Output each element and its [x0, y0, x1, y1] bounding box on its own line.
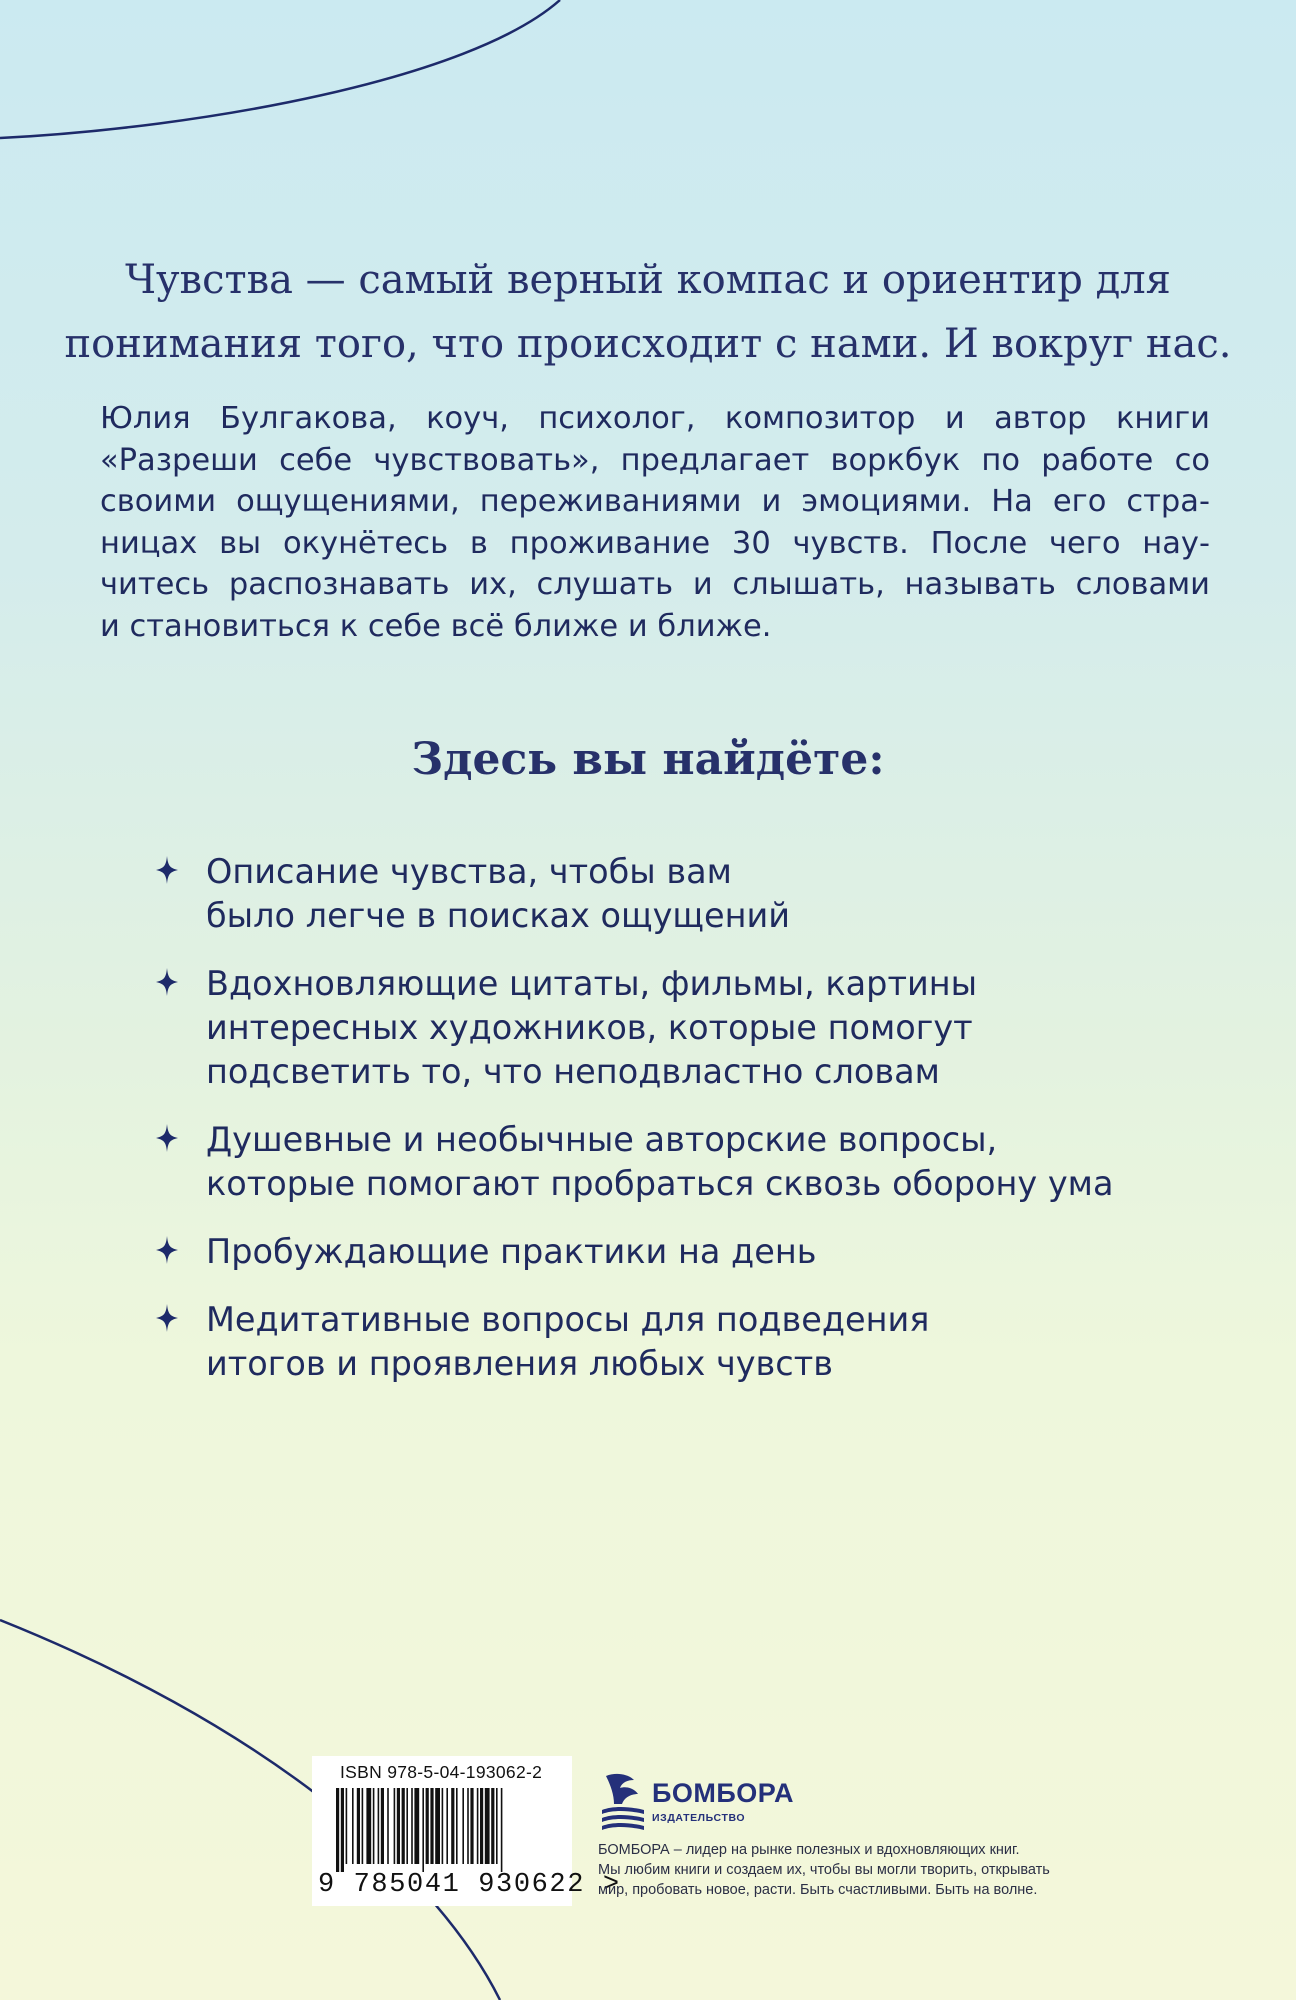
publisher-subtitle: ИЗДАТЕЛЬСТВО: [652, 1812, 746, 1824]
feature-item: [150, 1118, 1113, 1206]
barcode-digits: 9 785041 930622 >: [318, 1870, 621, 1900]
barcode-bar: [366, 1788, 371, 1864]
barcode-bar: [352, 1788, 354, 1864]
barcode-bar: [442, 1788, 444, 1864]
feature-line: итогов и проявления любых чувств: [206, 1344, 833, 1383]
feature-line: Описание чувства, чтобы вам: [206, 852, 732, 891]
feature-line: Медитативные вопросы для подведения: [206, 1300, 930, 1339]
barcode-bar: [381, 1788, 384, 1864]
barcode-bar: [422, 1788, 424, 1872]
barcode-bar: [397, 1788, 400, 1864]
barcode-bar: [336, 1788, 339, 1872]
bombora-logo-icon: [598, 1770, 648, 1832]
intro-line: Юлия Булгакова, коуч, психолог, композитор и автор книги: [100, 401, 1210, 436]
intro-paragraph: [100, 398, 1210, 647]
barcode-bar: [435, 1788, 440, 1864]
barcode-bar: [501, 1788, 503, 1872]
barcode-bar: [470, 1788, 473, 1864]
barcode-bar: [346, 1788, 348, 1864]
sparkle-star-icon: [154, 1120, 180, 1156]
barcode-bar: [414, 1788, 419, 1864]
publisher-line: Мы любим книги и создаем их, чтобы вы могли творить, открывать: [598, 1862, 1050, 1878]
barcode-bars: [336, 1788, 552, 1872]
feature-item: [150, 1230, 1113, 1274]
feature-item: [150, 962, 1113, 1094]
intro-line: читесь распознавать их, слушать и слышать, называть словами: [100, 567, 1210, 602]
feature-line: было легче в поисках ощущений: [206, 896, 791, 935]
barcode-bar: [456, 1788, 458, 1864]
barcode-bar: [406, 1788, 408, 1864]
intro-line: своими ощущениями, переживаниями и эмоциями. На его стра-: [100, 484, 1210, 519]
barcode-bar: [378, 1788, 380, 1864]
sparkle-star-icon: [154, 964, 180, 1000]
barcode-bar: [357, 1788, 360, 1864]
barcode-bar: [411, 1788, 413, 1864]
publisher-line: мир, пробовать новое, расти. Быть счастливыми. Быть на волне.: [598, 1882, 1038, 1898]
barcode-bar: [426, 1788, 429, 1864]
publisher-name: БОМБОРА: [652, 1778, 794, 1808]
feature-line: интересных художников, которые помогут: [206, 1008, 973, 1047]
feature-line: Пробуждающие практики на день: [206, 1232, 817, 1271]
intro-line: «Разреши себе чувствовать», предлагает воркбук по работе со: [100, 442, 1210, 478]
top-arc-line: [0, 0, 560, 138]
feature-item: [150, 1298, 1113, 1386]
feature-item: [150, 850, 1113, 938]
barcode-bar: [451, 1788, 454, 1864]
barcode-bar: [480, 1788, 483, 1864]
intro-line: и становиться к себе всё ближе и ближе.: [100, 608, 772, 644]
isbn-label: ISBN 978-5-04-193062-2: [340, 1762, 543, 1782]
barcode-bar: [394, 1788, 396, 1864]
lead-line-1: Чувства — самый верный компас и ориентир для: [125, 257, 1171, 303]
section-title: Здесь вы найдёте:: [411, 734, 885, 785]
sparkle-star-icon: [154, 852, 180, 888]
barcode-bar: [402, 1788, 405, 1864]
barcode-bar: [341, 1788, 344, 1872]
barcode: [312, 1756, 621, 1906]
barcode-bar: [496, 1788, 498, 1864]
feature-line: Вдохновляющие цитаты, фильмы, картины: [206, 964, 978, 1003]
barcode-bar: [430, 1788, 433, 1864]
intro-line: ницах вы окунётесь в проживание 30 чувств. После чего нау-: [100, 525, 1210, 561]
barcode-bar: [485, 1788, 490, 1864]
sparkle-star-icon: [154, 1232, 180, 1268]
feature-line: подсветить то, что неподвластно словам: [206, 1052, 940, 1091]
feature-list: [150, 850, 1113, 1410]
feature-line: которые помогают пробраться сквозь оборону ума: [206, 1164, 1114, 1203]
barcode-bar: [362, 1788, 364, 1864]
barcode-bar: [446, 1788, 448, 1864]
feature-line: Душевные и необычные авторские вопросы,: [206, 1120, 998, 1159]
publisher-description: [598, 1840, 1118, 1900]
lead-quote: [60, 248, 1236, 376]
sparkle-star-icon: [154, 1300, 180, 1336]
barcode-bar: [462, 1788, 464, 1864]
lead-line-2: понимания того, что происходит с нами. И вокруг нас.: [64, 321, 1232, 367]
publisher-line: БОМБОРА – лидер на рынке полезных и вдохновляющих книг.: [598, 1842, 1020, 1858]
barcode-bar: [477, 1788, 479, 1864]
barcode-bar: [491, 1788, 494, 1864]
barcode-bar: [373, 1788, 375, 1864]
barcode-bar: [467, 1788, 469, 1864]
barcode-bar: [387, 1788, 389, 1864]
